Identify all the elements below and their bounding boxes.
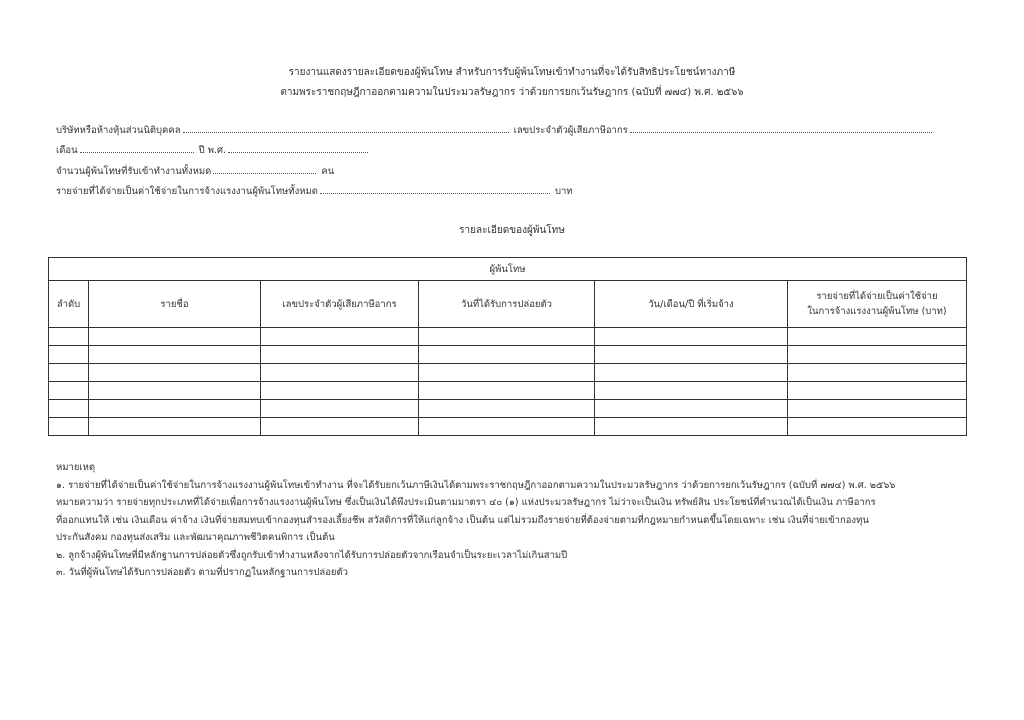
table-cell[interactable] [261, 418, 419, 436]
table-cell[interactable] [49, 328, 89, 346]
table-cell[interactable] [89, 346, 261, 364]
details-table [48, 257, 967, 436]
table-cell[interactable] [49, 346, 89, 364]
column-header-start-date: วัน/เดือน/ปี ที่เริ่มจ้าง [595, 281, 788, 328]
table-cell[interactable] [419, 400, 595, 418]
count-unit: คน [321, 166, 335, 177]
table-cell[interactable] [261, 382, 419, 400]
column-header-tax-id: เลขประจำตัวผู้เสียภาษีอากร [261, 281, 419, 328]
column-header-release-date: วันที่ได้รับการปล่อยตัว [419, 281, 595, 328]
table-cell[interactable] [788, 328, 967, 346]
note-2: ๒. ลูกจ้างผู้พ้นโทษที่มีหลักฐานการปล่อยตัวซึ่งถูกรับเข้าทำงานหลังจากได้รับการปล่อยตัวจากเรือนจำเป็นระยะเวลาไม่เกินสามปี [56, 549, 568, 561]
table-cell[interactable] [261, 364, 419, 382]
table-cell[interactable] [419, 382, 595, 400]
table-cell[interactable] [595, 418, 788, 436]
month-label: เดือน [56, 145, 78, 156]
table-cell[interactable] [89, 400, 261, 418]
table-row [49, 418, 967, 436]
table-cell[interactable] [595, 328, 788, 346]
table-cell[interactable] [595, 400, 788, 418]
company-label: บริษัทหรือห้างหุ้นส่วนนิติบุคคล [56, 125, 181, 136]
table-row [49, 328, 967, 346]
notes-section [56, 459, 976, 582]
table-body [49, 328, 967, 436]
report-title-line2: ตามพระราชกฤษฎีกาออกตามความในประมวลรัษฎากร ว่าด้วยการยกเว้นรัษฎากร (ฉบับที่ ๗๗๔) พ.ศ. ๒๕๖๖ [280, 87, 744, 98]
tax-id-label: เลขประจำตัวผู้เสียภาษีอากร [513, 125, 628, 136]
expense-label: รายจ่ายที่ได้จ่ายเป็นค่าใช้จ่ายในการจ้างแรงงานผู้พ้นโทษทั้งหมด [56, 186, 318, 197]
table-cell[interactable] [788, 418, 967, 436]
report-title-line1: รายงานแสดงรายละเอียดของผู้พ้นโทษ สำหรับการรับผู้พ้นโทษเข้าทำงานที่จะได้รับสิทธิประโยชน์ทางภาษี [288, 67, 736, 78]
column-header-expense-line2: ในการจ้างแรงงานผู้พ้นโทษ (บาท) [807, 306, 947, 317]
section-title: รายละเอียดของผู้พ้นโทษ [459, 225, 565, 236]
table-cell[interactable] [595, 364, 788, 382]
table-cell[interactable] [419, 328, 595, 346]
table-cell[interactable] [788, 400, 967, 418]
count-label: จำนวนผู้พ้นโทษที่รับเข้าทำงานทั้งหมด [56, 166, 212, 177]
note-1-line-4: ประกันสังคม กองทุนส่งเสริม และพัฒนาคุณภาพชีวิตคนพิการ เป็นต้น [56, 532, 335, 543]
group-header: ผู้พ้นโทษ [49, 258, 967, 281]
table-cell[interactable] [89, 364, 261, 382]
table-cell[interactable] [261, 400, 419, 418]
table-cell[interactable] [788, 364, 967, 382]
year-label: ปี พ.ศ. [198, 145, 227, 156]
table-cell[interactable] [788, 382, 967, 400]
table-row [49, 382, 967, 400]
table-cell[interactable] [419, 346, 595, 364]
table-cell[interactable] [49, 382, 89, 400]
expense-line [56, 184, 573, 198]
company-field[interactable] [183, 123, 509, 133]
table-cell[interactable] [89, 382, 261, 400]
table-row [49, 346, 967, 364]
month-year-line [56, 143, 370, 157]
table-cell[interactable] [89, 418, 261, 436]
note-3: ๓. วันที่ผู้พ้นโทษได้รับการปล่อยตัว ตามที่ปรากฏในหลักฐานการปล่อยตัว [56, 567, 348, 578]
year-field[interactable] [228, 143, 368, 153]
count-line [56, 164, 334, 178]
table-cell[interactable] [49, 364, 89, 382]
table-cell[interactable] [419, 364, 595, 382]
table-cell[interactable] [49, 418, 89, 436]
table-cell[interactable] [261, 328, 419, 346]
table-cell[interactable] [261, 346, 419, 364]
table-cell[interactable] [49, 400, 89, 418]
note-1-line-3: ที่ออกแทนให้ เช่น เงินเดือน ค่าจ้าง เงินที่จ่ายสมทบเข้ากองทุนสำรองเลี้ยงชีพ สวัสดิการที่ให้แก่ลูกจ้าง เป็นต้น แต่ไม่รวมถึงรายจ่ายที่ต้องจ่ายตามที่กฎหมายกำหนดขึ้นโดยเฉพาะ เช่น เงินที่จ่ายเข้ากองทุน [56, 514, 869, 526]
column-header-order: ลำดับ [49, 281, 89, 328]
table-row [49, 364, 967, 382]
table-cell[interactable] [419, 418, 595, 436]
note-1-line-1: ๑. รายจ่ายที่ได้จ่ายเป็นค่าใช้จ่ายในการจ้างแรงงานผู้พ้นโทษเข้าทำงาน ที่จะได้รับยกเว้นภาษีเงินได้ตามพระราชกฤษฎีกาออกตามความในประมวลรัษฎากร ว่าด้วยการยกเว้นรัษฎากร (ฉบับที่ ๗๗๔) พ.ศ. ๒๕๖๖ [56, 479, 896, 491]
month-field[interactable] [80, 143, 194, 153]
tax-id-field[interactable] [630, 123, 932, 133]
table-cell[interactable] [788, 346, 967, 364]
column-header-expense [788, 281, 967, 328]
note-1-line-2: หมายความว่า รายจ่ายทุกประเภทที่ได้จ่ายเพื่อการจ้างแรงงานผู้พ้นโทษ ซึ่งเป็นเงินได้พึงประเมินตามมาตรา ๔๐ (๑) แห่งประมวลรัษฎากร ไม่ว่าจะเป็นเงิน ทรัพย์สิน ประโยชน์ที่คำนวณได้เป็นเงิน ภาษีอากร [56, 497, 876, 508]
table-cell[interactable] [89, 328, 261, 346]
table-cell[interactable] [595, 382, 788, 400]
column-header-name: รายชื่อ [89, 281, 261, 328]
table-row [49, 400, 967, 418]
expense-field[interactable] [320, 184, 550, 194]
column-header-expense-line1: รายจ่ายที่ได้จ่ายเป็นค่าใช้จ่าย [816, 291, 938, 302]
expense-unit: บาท [554, 186, 573, 197]
count-field[interactable] [213, 164, 316, 174]
company-tax-id-line [56, 123, 934, 137]
table-cell[interactable] [595, 346, 788, 364]
notes-heading: หมายเหตุ [56, 462, 96, 473]
